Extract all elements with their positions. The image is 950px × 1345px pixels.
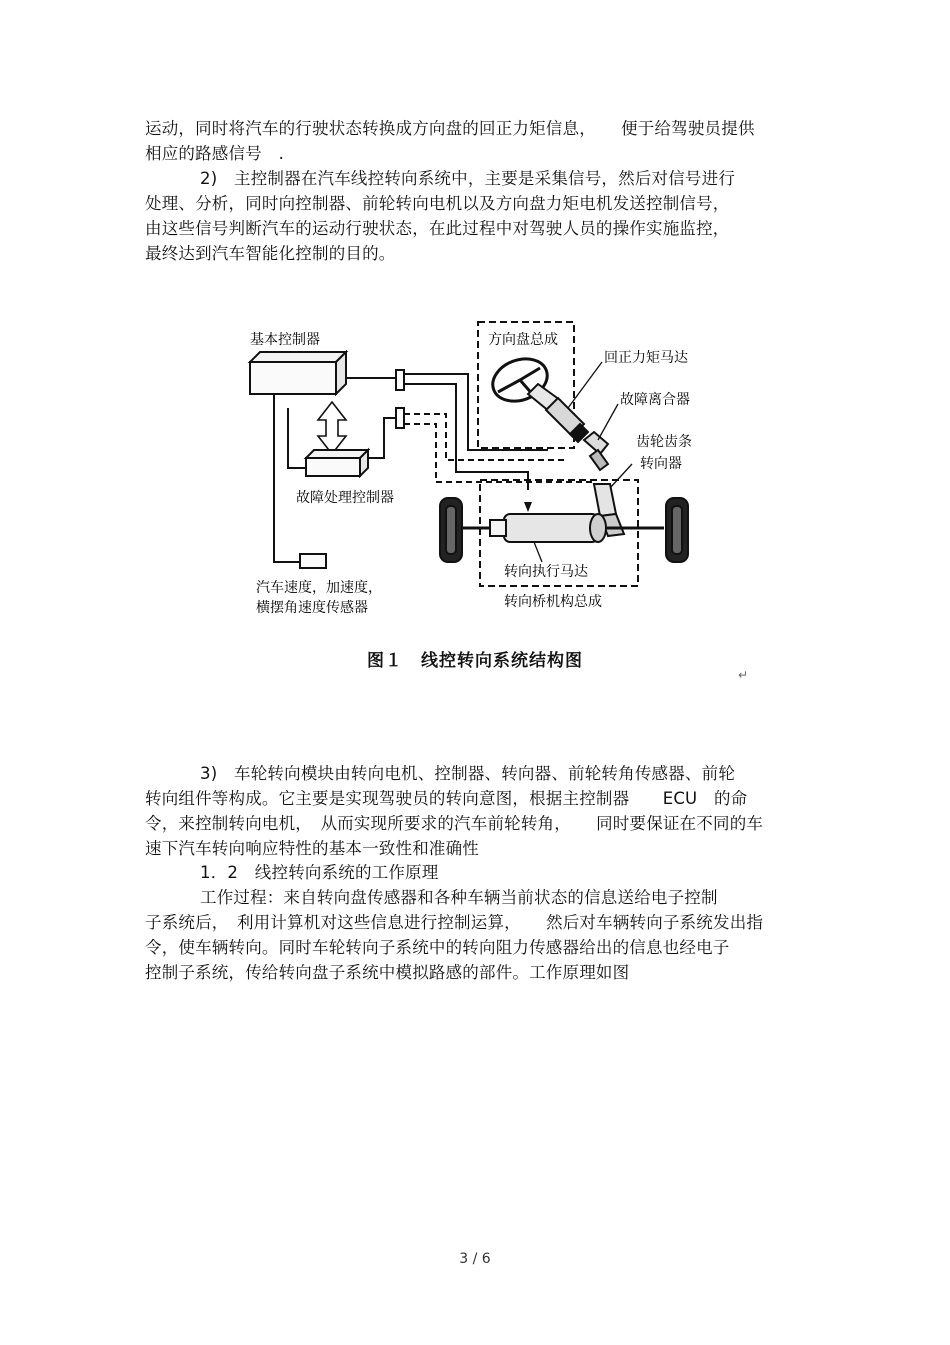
sensor-block [300,554,326,568]
fault-controller-label: 故障处理控制器 [296,490,394,506]
paragraph2-line4: 最终达到汽车智能化控制的目的。 [145,244,396,263]
section-heading: 1．2 线控转向系统的工作原理 [200,863,439,882]
left-wheel-icon [440,498,462,562]
paragraph3-line3: 令，来控制转向电机， 从而实现所要求的汽车前轮转角， 同时要保证在不同的车 [145,814,764,833]
basic-controller-box [250,352,346,394]
paragraph1-line1: 运动，同时将汽车的行驶状态转换成方向盘的回正力矩信息， 便于给驾驶员提供 [145,119,755,138]
paragraph1-line2: 相应的路感信号 . [145,144,285,163]
sensors-label-2: 横摆角速度传感器 [256,600,368,616]
paragraph3-line4: 速下汽车转向响应特性的基本一致性和准确性 [145,839,479,858]
paragraph4-line2: 子系统后， 利用计算机对这些信息进行控制运算， 然后对车辆转向子系统发出指 [145,913,764,932]
figure-caption: 图１ 线控转向系统结构图 [367,651,583,671]
axle-assembly-label: 转向桥机构总成 [504,594,602,610]
return-mark-icon: ↵ [738,668,749,682]
paragraph4-line4: 控制子系统，传给转向盘子系统中模拟路感的部件。工作原理如图 [145,963,630,982]
page-number: 3 / 6 [459,1251,491,1267]
sensors-label-1: 汽车速度，加速度， [256,580,382,596]
rack-pinion-label-1: 齿轮齿条 [636,434,692,450]
steering-motor-label: 转向执行马达 [504,564,588,580]
basic-controller-label: 基本控制器 [250,332,320,348]
paragraph3-line2: 转向组件等构成。它主要是实现驾驶员的转向意图，根据主控制器 ECU 的命 [145,789,748,808]
paragraph2-line3: 由这些信号判断汽车的运动行驶状态，在此过程中对驾驶人员的操作实施监控， [145,219,730,238]
right-wheel-icon [666,498,688,562]
return-torque-motor-label: 回正力矩马达 [604,350,688,366]
paragraph4-line3: 令，使车辆转向。同时车轮转向子系统中的转向阻力传感器给出的信息也经电子 [145,938,730,957]
fault-clutch-label: 故障离合器 [620,392,690,408]
paragraph2-line2: 处理、分析，同时向控制器、前轮转向电机以及方向盘力矩电机发送控制信号， [145,194,730,213]
steering-wheel-assembly-label: 方向盘总成 [488,332,558,348]
rack-pinion-label-2: 转向器 [640,456,682,472]
paragraph3-line1: 3) 车轮转向模块由转向电机、控制器、转向器、前轮转角传感器、前轮 [200,764,736,783]
paragraph2-line1: 2) 主控制器在汽车线控转向系统中，主要是采集信号，然后对信号进行 [200,169,736,188]
steer-by-wire-structure-figure [228,300,728,630]
fault-controller-box [306,450,368,476]
paragraph4-line1: 工作过程：来自转向盘传感器和各种车辆当前状态的信息送给电子控制 [200,888,718,907]
